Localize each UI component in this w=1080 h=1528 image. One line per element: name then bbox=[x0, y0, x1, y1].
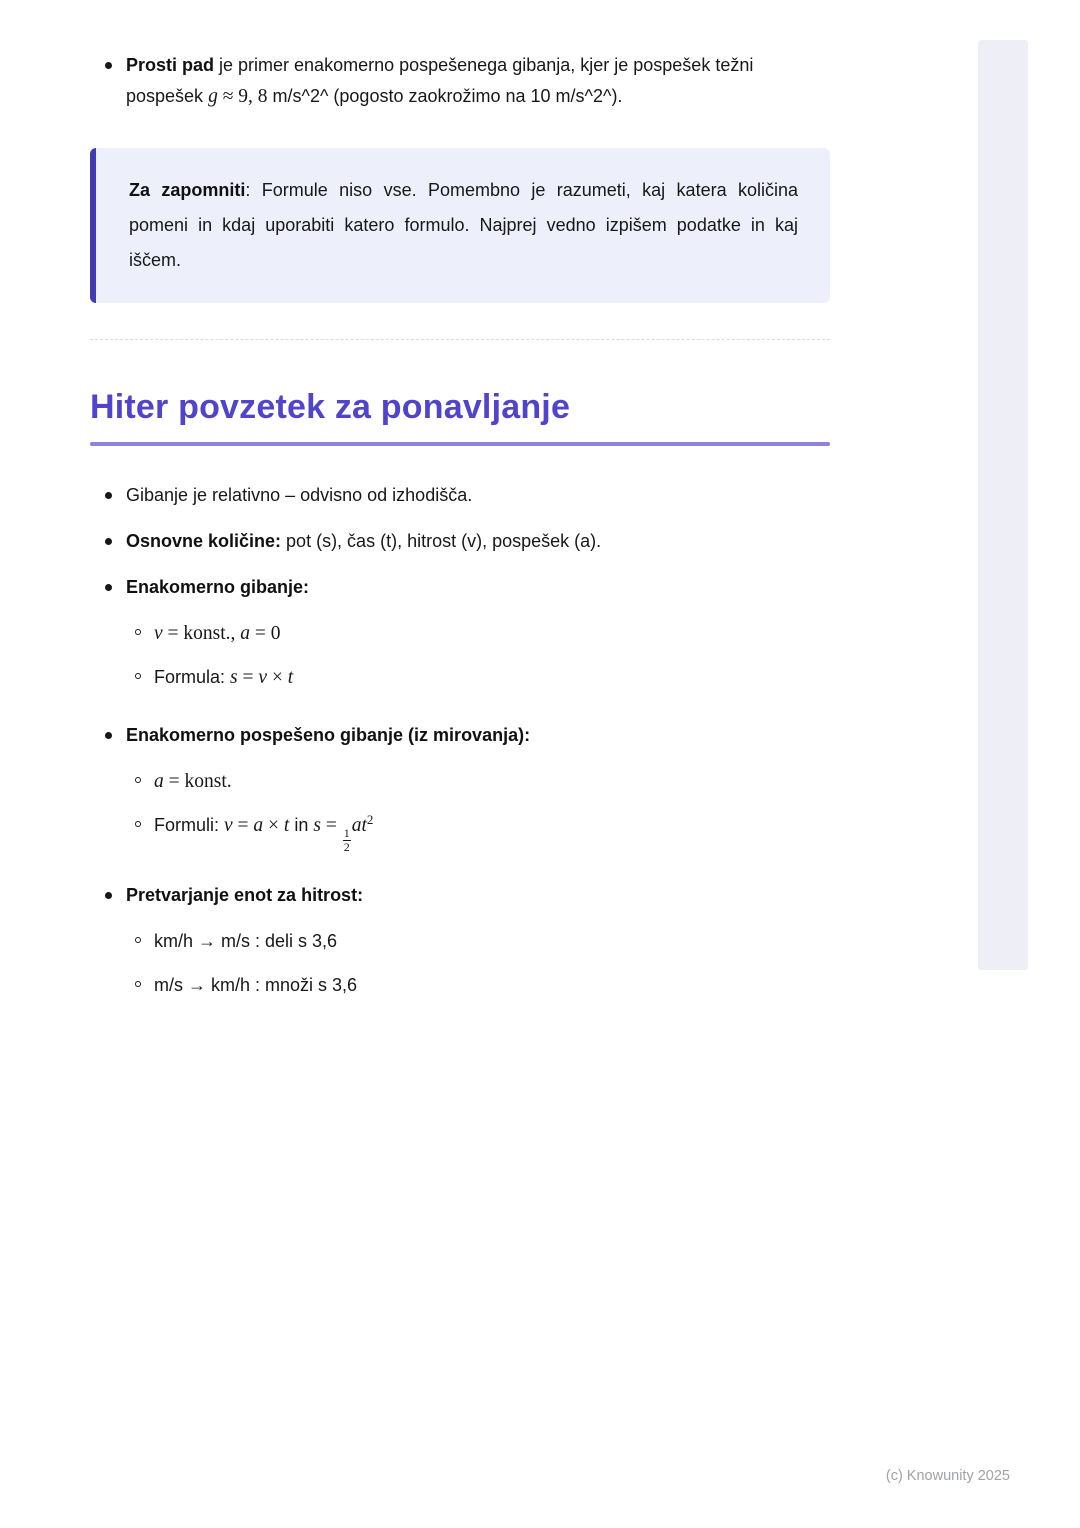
sub-list-item bbox=[135, 618, 830, 649]
sub-list bbox=[135, 618, 830, 693]
formula-label: Formula: bbox=[154, 667, 231, 688]
math-var-at: at bbox=[351, 815, 367, 837]
math-var-v: v bbox=[258, 667, 268, 689]
bullet-icon bbox=[105, 538, 112, 545]
math-eq: = konst., bbox=[162, 623, 241, 645]
item-text bbox=[126, 880, 363, 911]
intro-bullet-item bbox=[90, 50, 830, 112]
math-var-t: t bbox=[283, 815, 290, 837]
sub-list-item bbox=[135, 810, 830, 853]
formula-text bbox=[154, 810, 373, 853]
circle-bullet-icon bbox=[135, 937, 141, 943]
math-value-g: ≈ 9, 8 bbox=[217, 86, 268, 107]
item-bold: Enakomerno pospešeno gibanje (iz mirovanja): bbox=[126, 725, 531, 746]
formula-text bbox=[154, 662, 293, 693]
bullet-icon bbox=[105, 584, 112, 591]
bullet-icon bbox=[105, 732, 112, 739]
item-text bbox=[126, 526, 601, 557]
item-bold: Osnovne količine: bbox=[126, 531, 282, 552]
section-divider bbox=[90, 339, 830, 340]
callout-label: Za zapomniti bbox=[129, 180, 246, 200]
callout-box bbox=[90, 148, 830, 303]
circle-bullet-icon bbox=[135, 821, 141, 827]
math-variable-g: g bbox=[208, 86, 218, 107]
formula-text bbox=[154, 766, 232, 797]
intro-bullet-text bbox=[126, 50, 830, 112]
unit-conversion-text: km/h → m/s : deli s 3,6 bbox=[154, 931, 338, 952]
list-item bbox=[90, 720, 830, 751]
circle-bullet-icon bbox=[135, 777, 141, 783]
circle-bullet-icon bbox=[135, 673, 141, 679]
circle-bullet-icon bbox=[135, 629, 141, 635]
math-var-a: a bbox=[253, 815, 264, 837]
list-item bbox=[90, 572, 830, 603]
math-eq: = konst. bbox=[163, 771, 232, 793]
item-rest: pot (s), čas (t), hitrost (v), pospešek (a). bbox=[281, 531, 602, 552]
item-bold: Enakomerno gibanje: bbox=[126, 577, 310, 598]
sub-list-item bbox=[135, 926, 830, 957]
math-var-v: v bbox=[154, 623, 163, 645]
item-text: Gibanje je relativno – odvisno od izhodišča. bbox=[126, 485, 473, 506]
intro-text-b: m/s^2^ (pogosto zaokrožimo na 10 m/s^2^). bbox=[267, 86, 623, 106]
math-eq: = bbox=[237, 667, 259, 689]
math-eq: = bbox=[232, 815, 254, 837]
math-var-s: s bbox=[230, 667, 238, 689]
section-title: Hiter povzetek za ponavljanje bbox=[90, 388, 571, 426]
sub-list-item bbox=[135, 662, 830, 693]
unit-conversion-text: m/s → km/h : množi s 3,6 bbox=[154, 975, 358, 996]
math-var-a: a bbox=[154, 771, 164, 793]
title-underline bbox=[90, 442, 830, 446]
scrollbar[interactable] bbox=[978, 40, 1028, 970]
math-exponent: 2 bbox=[366, 812, 374, 828]
content-area bbox=[90, 50, 830, 1028]
bullet-icon bbox=[105, 492, 112, 499]
callout-text bbox=[129, 173, 798, 278]
conjunction-text: in bbox=[289, 815, 314, 836]
sub-list bbox=[135, 926, 830, 1001]
formula-label: Formuli: bbox=[154, 815, 225, 836]
math-eq: = bbox=[320, 815, 342, 837]
sub-list-item bbox=[135, 970, 830, 1001]
circle-bullet-icon bbox=[135, 981, 141, 987]
bullet-icon bbox=[105, 62, 112, 69]
summary-list bbox=[90, 480, 830, 1001]
sub-list bbox=[135, 766, 830, 853]
list-item bbox=[90, 480, 830, 511]
math-var-s: s bbox=[313, 815, 321, 837]
copyright-text: (c) Knowunity 2025 bbox=[885, 1468, 1010, 1484]
math-eq: = 0 bbox=[250, 623, 281, 645]
list-item bbox=[90, 526, 830, 557]
bullet-icon bbox=[105, 892, 112, 899]
math-var-t: t bbox=[287, 667, 294, 689]
math-var-a: a bbox=[240, 623, 251, 645]
formula-text bbox=[154, 618, 281, 649]
item-text bbox=[126, 720, 530, 751]
callout-body: : Formule niso vse. Pomembno je razumeti, kaj katera količina pomeni in kdaj uporabiti katero formulo. Najprej vedno izpišem podatke in kaj iščem. bbox=[129, 180, 798, 270]
math-times: × bbox=[263, 815, 284, 837]
fraction-one-half bbox=[343, 827, 351, 853]
math-var-v: v bbox=[224, 815, 233, 837]
fraction-denominator: 2 bbox=[343, 839, 350, 854]
math-times: × bbox=[267, 667, 288, 689]
item-text bbox=[126, 572, 309, 603]
intro-text-a: je primer enakomerno pospešenega gibanja, kjer je pospešek težni pospešek bbox=[126, 55, 754, 106]
sub-list-item bbox=[135, 766, 830, 797]
list-item bbox=[90, 880, 830, 911]
intro-bold-text: Prosti pad bbox=[126, 55, 215, 75]
fraction-numerator: 1 bbox=[343, 826, 350, 841]
item-bold: Pretvarjanje enot za hitrost: bbox=[126, 885, 364, 906]
